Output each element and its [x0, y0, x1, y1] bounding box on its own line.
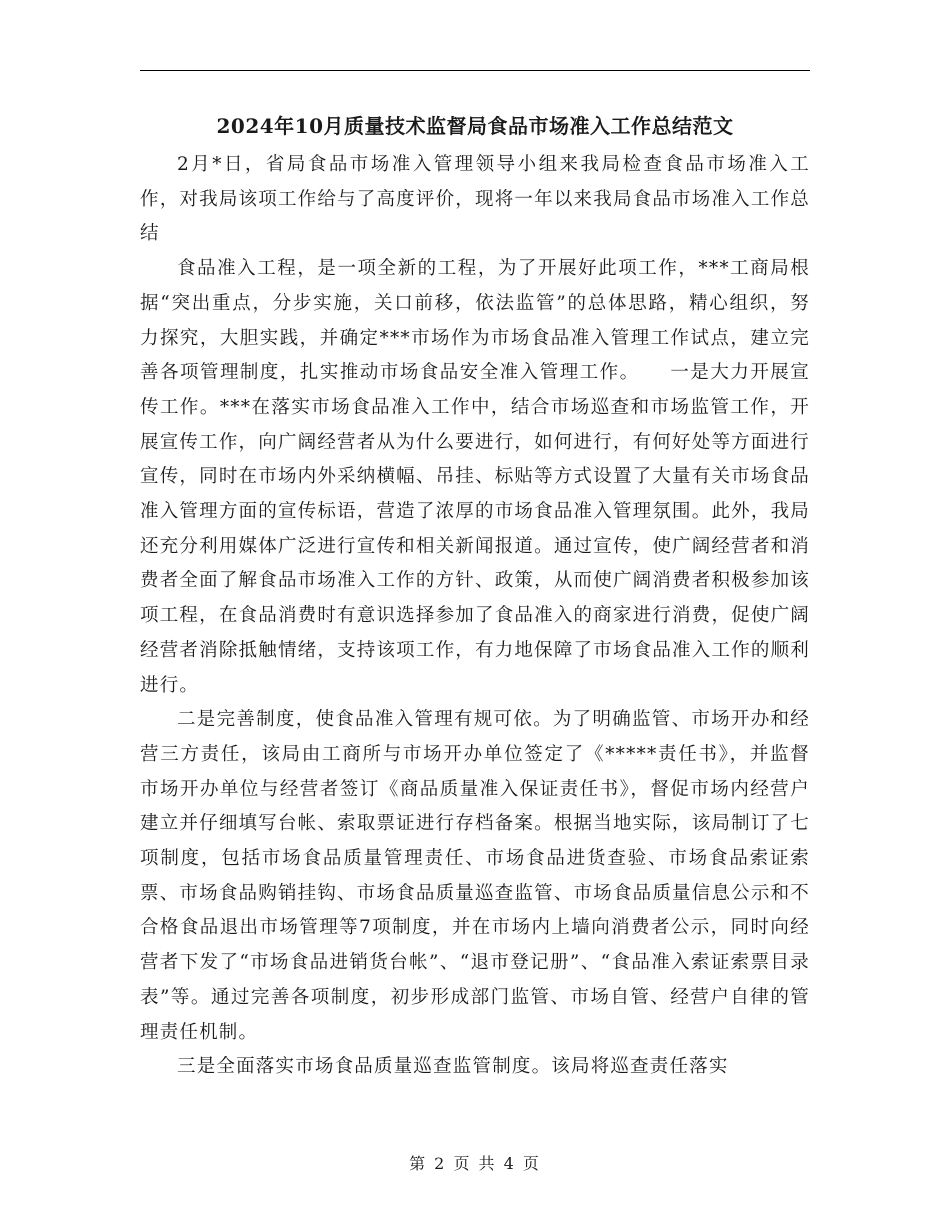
document-title: 2024年10月质量技术监督局食品市场准入工作总结范文: [216, 114, 734, 138]
header-rule: [140, 70, 810, 71]
paragraph-3: 二是完善制度，使食品准入管理有规可依。为了明确监管、市场开办和经营三方责任，该局由工商所与市场开办单位签定了《*****责任书》，并监督市场开办单位与经营者签订《商品质量准入保证责任书》，督促市场内经营户建立并仔细填写台帐、索取票证进行存档备案。根据当地实际，该局制订了七项制度，包括市场食品质量管理责任、市场食品进货查验、市场食品索证索票、市场食品购销挂钩、市场食品质量巡查监管、市场食品质量信息公示和不合格食品退出市场管理等7项制度，并在市场内上墙向消费者公示，同时向经营者下发了“市场食品进销货台帐”、“退市登记册”、“食品准入索证索票目录表”等。通过完善各项制度，初步形成部门监管、市场自管、经营户自律的管理责任机制。: [140, 709, 810, 1043]
paragraph-1: 2月*日，省局食品市场准入管理领导小组来我局检查食品市场准入工作，对我局该项工作给与了高度评价，现将一年以来我局食品市场准入工作总结: [140, 154, 810, 245]
document-body: [140, 148, 810, 1085]
paragraph-2: 食品准入工程，是一项全新的工程，为了开展好此项工作，***工商局根据“突出重点，分步实施，关口前移，依法监管”的总体思路，精心组织，努力探究，大胆实践，并确定***市场作为市场食品准入管理工作试点，建立完善各项管理制度，扎实推动市场食品安全准入管理工作。 一是大力开展宣传工作。***在落实市场食品准入工作中，结合市场巡查和市场监管工作，开展宣传工作，向广阔经营者从为什么要进行，如何进行，有何好处等方面进行宣传，同时在市场内外采纳横幅、吊挂、标贴等方式设置了大量有关市场食品准入管理方面的宣传标语，营造了浓厚的市场食品准入管理氛围。此外，我局还充分利用媒体广泛进行宣传和相关新闻报道。通过宣传，使广阔经营者和消费者全面了解食品市场准入工作的方针、政策，从而使广阔消费者积极参加该项工程，在食品消费时有意识选择参加了食品准入的商家进行消费，促使广阔经营者消除抵触情绪，支持该项工作，有力地保障了市场食品准入工作的顺利进行。: [140, 258, 810, 696]
page-number: 第 2 页 共 4 页: [409, 1154, 541, 1173]
paragraph-4: 三是全面落实市场食品质量巡查监管制度。该局将巡查责任落实: [177, 1056, 729, 1078]
